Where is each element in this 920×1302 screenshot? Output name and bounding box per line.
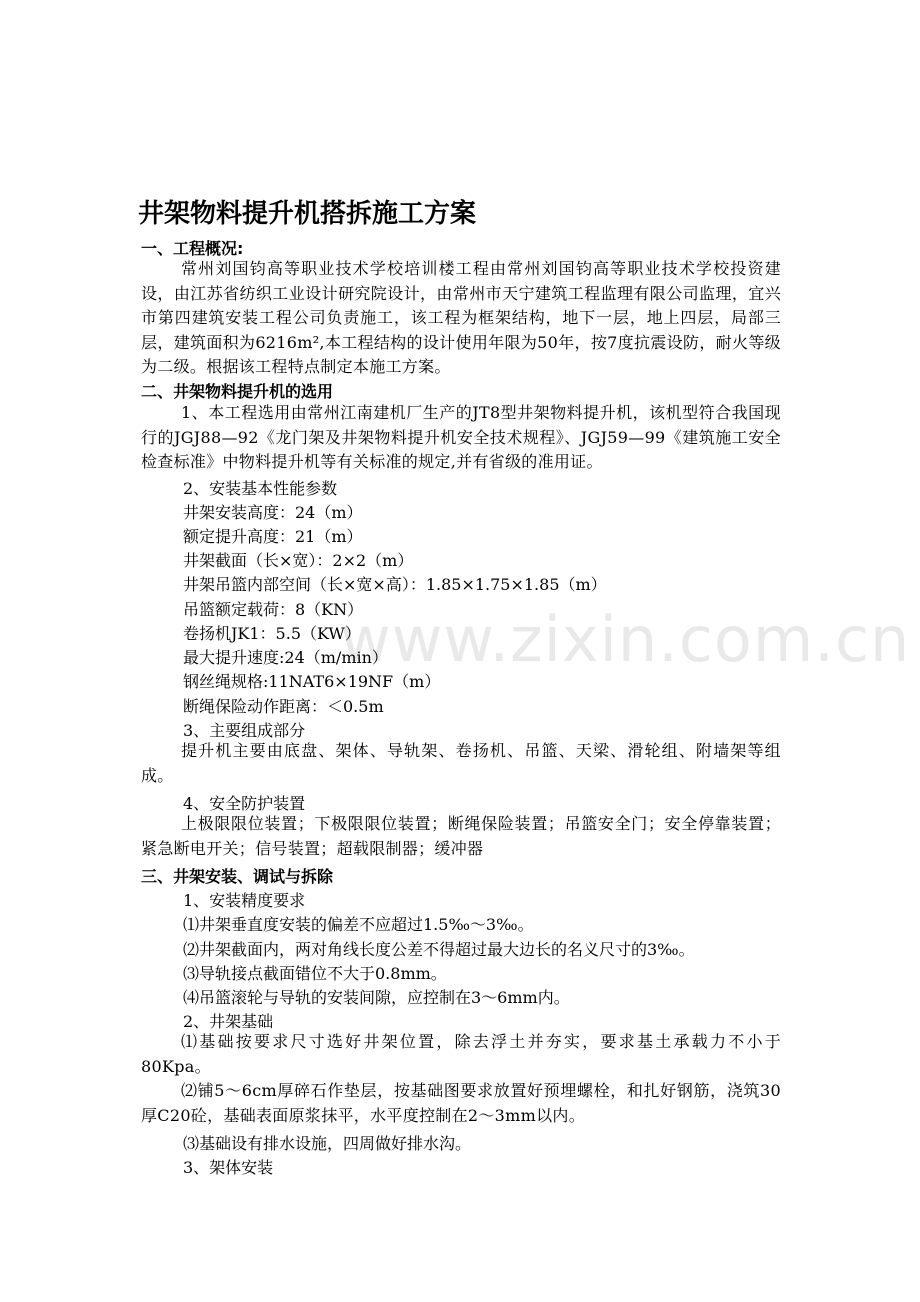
params-title: 2、安装基本性能参数: [183, 479, 338, 498]
param-item: 额定提升高度：21（m）: [183, 527, 363, 546]
precision-item: ⑵井架截面内，两对角线长度公差不得超过最大边长的名义尺寸的3‰。: [183, 940, 695, 959]
parts-paragraph: 提升机主要由底盘、架体、导轨架、卷扬机、吊篮、天梁、滑轮组、附墙架等组成。: [141, 741, 781, 785]
safety-title: 4、安全防护装置: [183, 794, 306, 813]
foundation-item-2: ⑵铺5～6cm厚碎石作垫层，按基础图要求放置好预埋螺栓，和扎好钢筋，浇筑30厚C20砼，基础表面原浆抹平，水平度控制在2～3mm以内。: [141, 1081, 781, 1125]
foundation-title: 2、井架基础: [183, 1012, 274, 1031]
param-item: 最大提升速度:24（m/min）: [183, 648, 388, 667]
param-item: 井架吊篮内部空间（长×宽×高）：1.85×1.75×1.85（m）: [183, 575, 607, 594]
param-item: 吊篮额定载荷：8（KN）: [183, 600, 364, 619]
precision-item: ⑴井架垂直度安装的偏差不应超过1.5‰～3‰。: [183, 915, 534, 934]
foundation-item-1: ⑴基础按要求尺寸选好井架位置，除去浮土并夯实，要求基土承载力不小于80Kpa。: [141, 1032, 781, 1076]
precision-title: 1、安装精度要求: [183, 891, 306, 910]
section-1-heading: 一、工程概况:: [141, 239, 244, 258]
precision-item: ⑶导轨接点截面错位不大于0.8mm。: [183, 964, 447, 983]
param-item: 井架截面（长×宽）：2×2（m）: [183, 551, 414, 570]
param-item: 井架安装高度：24（m）: [183, 503, 363, 522]
safety-paragraph: 上极限限位装置；下极限限位装置；断绳保险装置；吊篮安全门；安全停靠装置；紧急断电开关；信号装置；超载限制器；缓冲器: [141, 814, 781, 858]
precision-item: ⑷吊篮滚轮与导轨的安装间隙，应控制在3～6mm内。: [183, 988, 570, 1007]
param-item: 卷扬机JK1：5.5（KW）: [183, 624, 361, 643]
frame-install-title: 3、架体安装: [183, 1158, 274, 1177]
section-3-heading: 三、井架安装、调试与拆除: [141, 867, 334, 886]
param-item: 断绳保险动作距离：＜0.5m: [183, 697, 384, 716]
param-item: 钢丝绳规格:11NAT6×19NF（m）: [183, 672, 441, 691]
parts-title: 3、主要组成部分: [183, 721, 306, 740]
section-2-paragraph-1: 1、本工程选用由常州江南建机厂生产的JT8型井架物料提升机，该机型符合我国现行的JGJ88—92《龙门架及井架物料提升机安全技术规程》、JGJ59—99《建筑施工安全检查标准》中物料提升机等有关标准的规定,并有省级的准用证。: [141, 403, 781, 471]
document-title: 井架物料提升机搭拆施工方案: [138, 199, 477, 229]
watermark: www.zixin.com.cn: [340, 603, 911, 676]
foundation-item-3: ⑶基础设有排水设施，四周做好排水沟。: [183, 1134, 472, 1153]
section-1-paragraph: 常州刘国钧高等职业技术学校培训楼工程由常州刘国钧高等职业技术学校投资建设，由江苏省纺织工业设计研究院设计，由常州市天宁建筑工程监理有限公司监理，宜兴市第四建筑安装工程公司负责施工，该工程为框架结构，地下一层，地上四层，局部三层，建筑面积为6216m²,本工程结构的设计使用年限为50年，按7度抗震设防，耐火等级为二级。根据该工程特点制定本施工方案。: [141, 259, 781, 376]
section-2-heading: 二、井架物料提升机的选用: [141, 382, 334, 401]
